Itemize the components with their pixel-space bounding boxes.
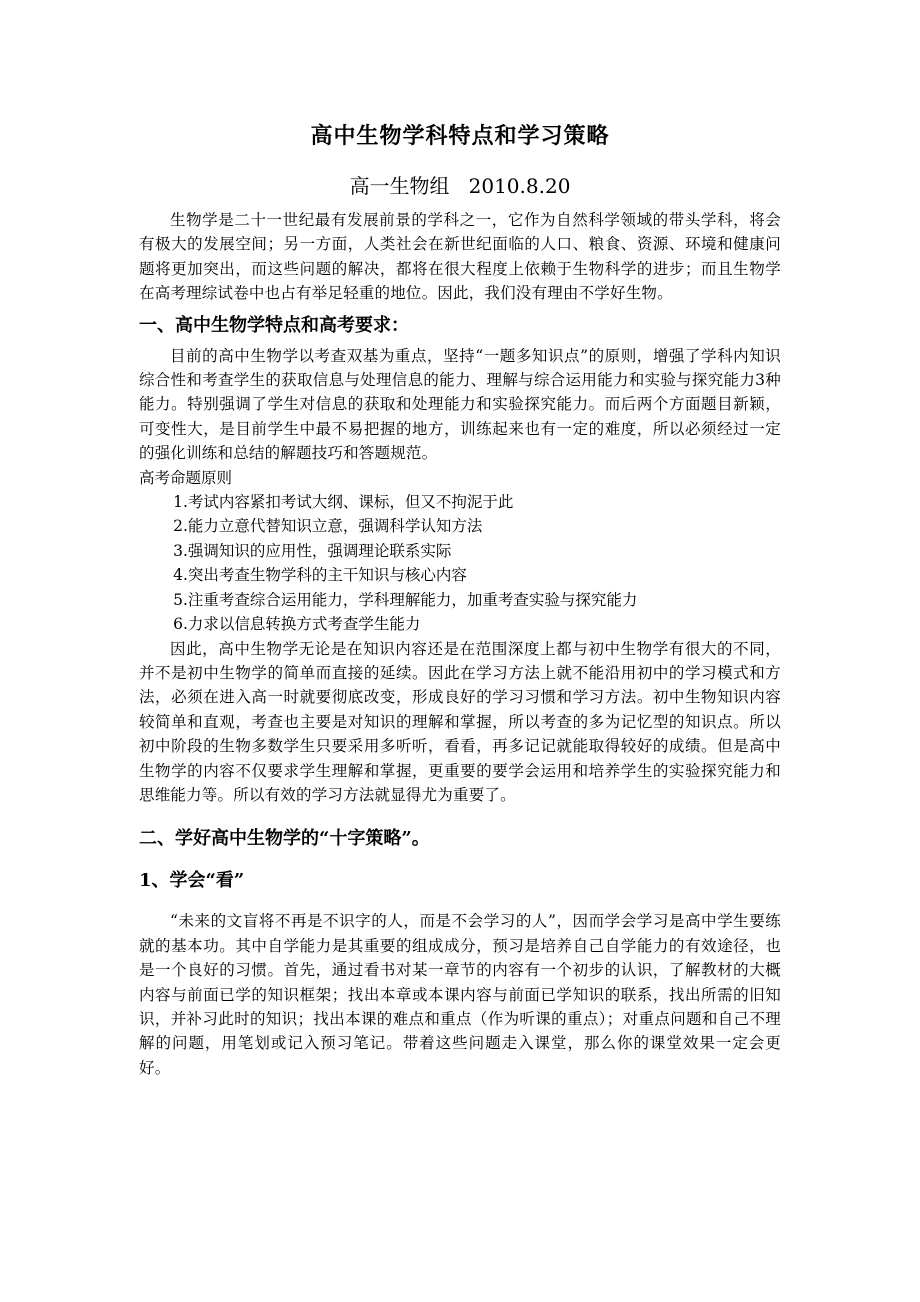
section-1-paragraph: 目前的高中生物学以考查双基为重点，坚持“一题多知识点”的原则，增强了学科内知识综合性和考查学生的获取信息与处理信息的能力、理解与综合运用能力和实验与探究能力3种能力。特别强调了学生对信息的获取和处理能力和实验探究能力。而后两个方面题目新颖，可变性大，是目前学生中最不易把握的地方，训练起来也有一定的难度，所以必须经过一定的强化训练和总结的解题技巧和答题规范。 [139, 346, 781, 463]
list-item: 5.注重考查综合运用能力，学科理解能力，加重考查实验与探究能力 [173, 590, 638, 609]
list-item: 1.考试内容紧扣考试大纲、课标，但又不拘泥于此 [173, 493, 514, 512]
section-2-heading: 二、学好高中生物学的“十字策略”。 [139, 828, 430, 850]
intro-paragraph: 生物学是二十一世纪最有发展前景的学科之一，它作为自然科学领域的带头学科，将会有极大的发展空间；另一方面，人类社会在新世纪面临的人口、粮食、资源、环境和健康问题将更加突出，而这些问题的解决，都将在很大程度上依赖于生物科学的进步；而且生物学在高考理综试卷中也占有举足轻重的地位。因此，我们没有理由不学好生物。 [139, 211, 781, 303]
subsection-1-paragraph: “未来的文盲将不再是不识字的人，而是不会学习的人”，因而学会学习是高中学生要练就的基本功。其中自学能力是其重要的组成成分，预习是培养自己自学能力的有效途径，也是一个良好的习惯。首先，通过看书对某一章节的内容有一个初步的认识，了解教材的大概内容与前面已学的知识框架；找出本章或本课内容与前面已学知识的联系，找出所需的旧知识，并补习此时的知识；找出本课的难点和重点（作为听课的重点）；对重点问题和自己不理解的问题，用笔划或记入预习笔记。带着这些问题走入课堂，那么你的课堂效果一定会更好。 [139, 912, 781, 1077]
exam-principles-list [139, 490, 781, 636]
document-body [139, 118, 781, 1080]
section-1-conclusion: 因此，高中生物学无论是在知识内容还是在范围深度上都与初中生物学有很大的不同，并不是初中生物学的简单而直接的延续。因此在学习方法上就不能沿用初中的学习模式和方法，必须在进入高一时就要彻底改变，形成良好的学习习惯和学习方法。初中生物知识内容较简单和直观，考查也主要是对知识的理解和掌握，所以考查的多为记忆型的知识点。所以初中阶段的生物多数学生只要采用多听听，看看，再多记记就能取得较好的成绩。但是高中生物学的内容不仅要求学生理解和掌握，更重要的要学会运用和培养学生的实验探究能力和思维能力等。所以有效的学习方法就显得尤为重要了。 [139, 639, 781, 804]
document-subtitle: 高一生物组 2010.8.20 [349, 174, 571, 198]
subsection-1-heading: 1、学会“看” [139, 870, 245, 892]
list-item: 6.力求以信息转换方式考查学生能力 [173, 615, 421, 634]
list-item: 4.突出考查生物学科的主干知识与核心内容 [173, 566, 467, 585]
list-item: 3.强调知识的应用性，强调理论联系实际 [173, 541, 452, 560]
exam-principles-label: 高考命题原则 [139, 468, 233, 487]
section-1-heading: 一、高中生物学特点和高考要求： [139, 314, 409, 336]
document-title: 高中生物学科特点和学习策略 [310, 123, 610, 149]
list-item: 2.能力立意代替知识立意，强调科学认知方法 [173, 517, 483, 536]
